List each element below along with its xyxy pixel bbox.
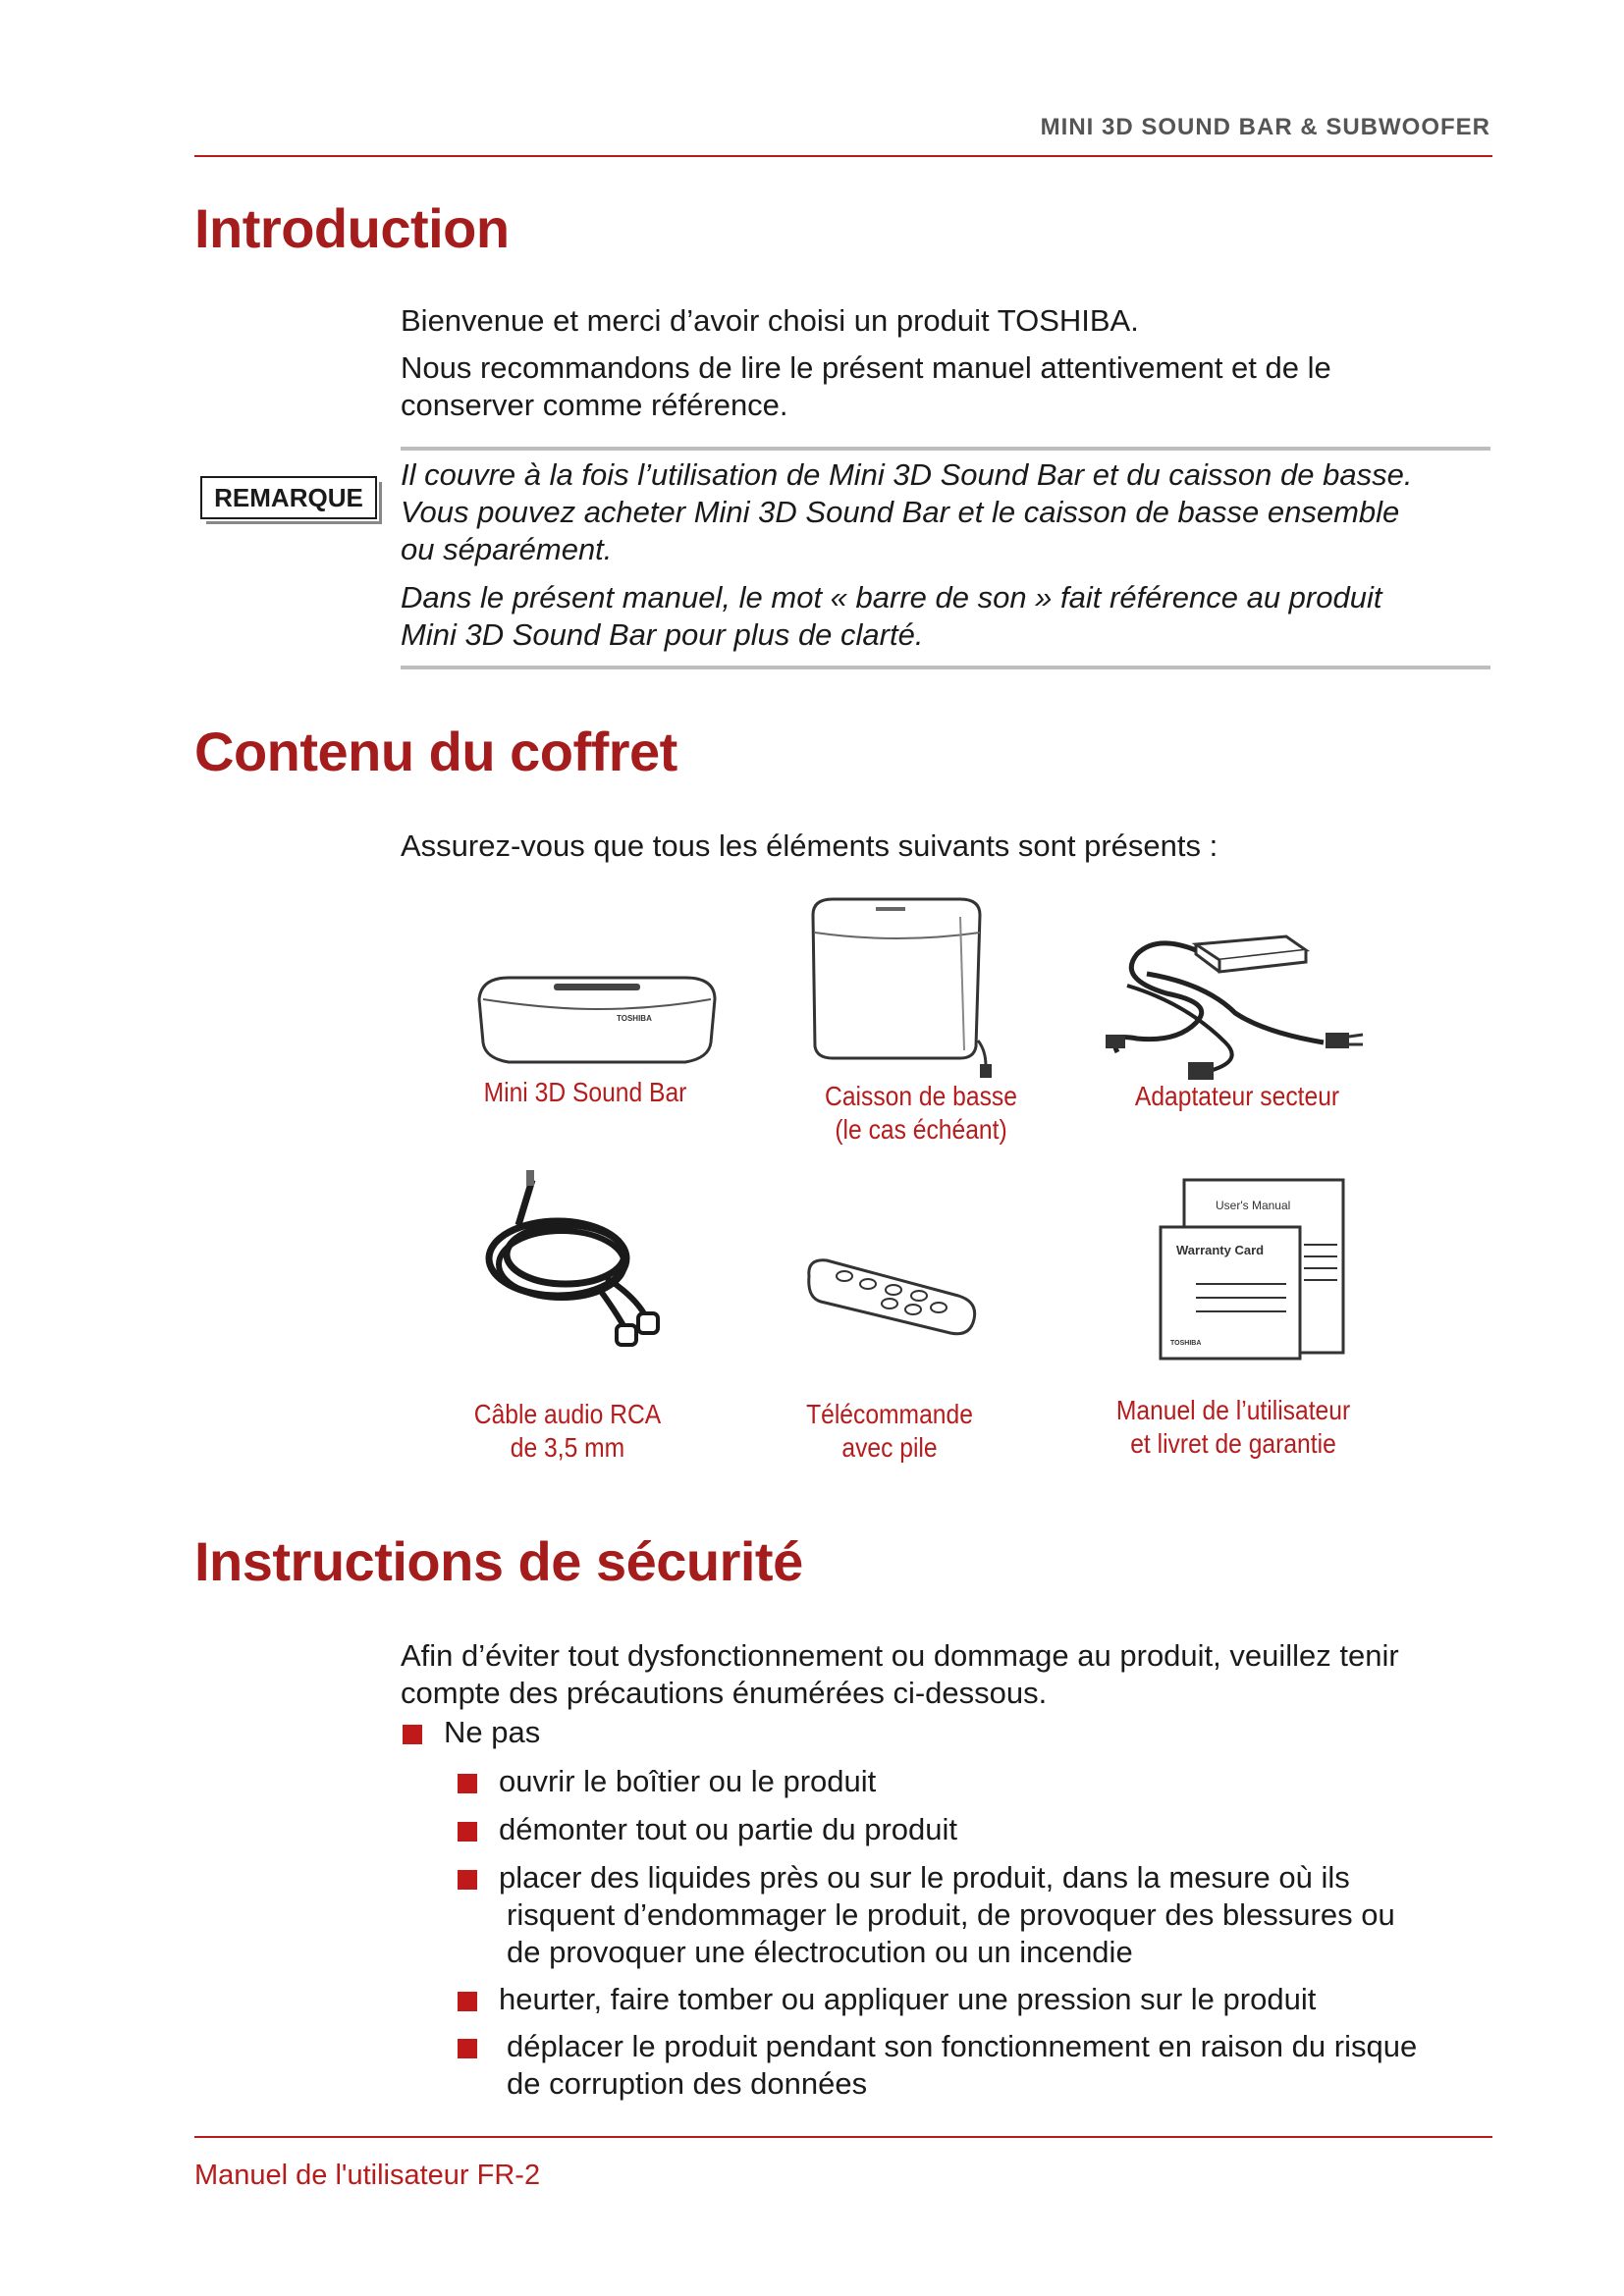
sub-bullet-2: démonter tout ou partie du produit: [499, 1812, 958, 1846]
sub-bullet-5-line-2: de corruption des données: [507, 2066, 868, 2101]
caption-remote-line-1: Télécommande: [806, 1399, 973, 1429]
caption-subwoofer-line-2: (le cas échéant): [835, 1114, 1007, 1145]
note-line-3: ou séparément.: [401, 532, 613, 566]
warranty-doc-title: Warranty Card: [1176, 1243, 1265, 1257]
sub-bullet-4: heurter, faire tomber ou appliquer une pression sur le produit: [499, 1982, 1317, 2016]
rca-cable-illustration: [479, 1170, 691, 1345]
sound-bar-brand: TOSHIBA: [617, 1014, 652, 1023]
caption-rca-cable-line-1: Câble audio RCA: [473, 1399, 662, 1429]
sub-bullet-square-icon: [458, 1822, 477, 1842]
note-badge: REMARQUE: [200, 476, 377, 519]
footer-text: Manuel de l'utilisateur FR-2: [194, 2160, 541, 2191]
note-line-5: Mini 3D Sound Bar pour plus de clarté.: [401, 617, 924, 652]
caption-ac-adapter: [1108, 1080, 1367, 1113]
sub-bullet-square-icon: [458, 1774, 477, 1793]
introduction-heading: Introduction: [194, 197, 510, 259]
caption-sound-bar-line-1: Mini 3D Sound Bar: [483, 1077, 687, 1107]
caption-rca-cable-line-2: de 3,5 mm: [510, 1432, 625, 1463]
bullet-square-icon: [403, 1725, 422, 1744]
contents-heading: Contenu du coffret: [194, 721, 677, 782]
intro-para-2-line-1: Nous recommandons de lire le présent manuel attentivement et de le: [401, 350, 1331, 385]
sub-bullet-3-line-2: risquent d’endommager le produit, de provoquer des blessures ou: [507, 1897, 1395, 1932]
safety-heading: Instructions de sécurité: [194, 1530, 803, 1592]
note-bottom-rule: [401, 666, 1490, 669]
intro-para-2-line-2: conserver comme référence.: [401, 388, 788, 422]
caption-rca-cable: [438, 1398, 697, 1465]
remote-control-illustration: [801, 1247, 982, 1349]
sound-bar-illustration: [469, 960, 725, 1068]
caption-sound-bar: [456, 1076, 715, 1109]
sub-bullet-5-line-1: déplacer le produit pendant son fonctionnement en raison du risque: [507, 2029, 1418, 2063]
safety-intro-line-2: compte des précautions énumérées ci-dessous.: [401, 1676, 1048, 1710]
bullet-main: Ne pas: [444, 1715, 541, 1749]
caption-ac-adapter-line-1: Adaptateur secteur: [1134, 1081, 1340, 1111]
manual-warranty-illustration: [1157, 1176, 1349, 1362]
sub-bullet-1: ouvrir le boîtier ou le produit: [499, 1764, 877, 1798]
warranty-brand: TOSHIBA: [1170, 1340, 1202, 1347]
intro-para-1: Bienvenue et merci d’avoir choisi un produit TOSHIBA.: [401, 303, 1139, 338]
header-rule: [194, 155, 1492, 157]
subwoofer-illustration: [793, 893, 1011, 1080]
manual-doc-title: User's Manual: [1216, 1199, 1291, 1212]
safety-intro-line-1: Afin d’éviter tout dysfonctionnement ou dommage au produit, veuillez tenir: [401, 1638, 1399, 1673]
sub-bullet-square-icon: [458, 2039, 477, 2058]
sub-bullet-3-line-1: placer des liquides près ou sur le produit, dans la mesure où ils: [499, 1860, 1350, 1895]
note-line-1: Il couvre à la fois l’utilisation de Mini 3D Sound Bar et du caisson de basse.: [401, 457, 1413, 492]
caption-remote: [760, 1398, 1019, 1465]
sub-bullet-square-icon: [458, 1992, 477, 2011]
note-line-2: Vous pouvez acheter Mini 3D Sound Bar et le caisson de basse ensemble: [401, 495, 1400, 529]
caption-manual: [1104, 1394, 1363, 1461]
caption-manual-line-1: Manuel de l’utilisateur: [1115, 1395, 1351, 1425]
caption-remote-line-2: avec pile: [841, 1432, 938, 1463]
caption-subwoofer: [791, 1080, 1051, 1147]
contents-intro: Assurez-vous que tous les éléments suivants sont présents :: [401, 828, 1218, 863]
sub-bullet-3-line-3: de provoquer une électrocution ou un incendie: [507, 1935, 1133, 1969]
ac-adapter-illustration: [1098, 925, 1382, 1084]
sub-bullet-square-icon: [458, 1870, 477, 1890]
caption-manual-line-2: et livret de garantie: [1130, 1428, 1336, 1459]
note-top-rule: [401, 447, 1490, 451]
running-header: MINI 3D SOUND BAR & SUBWOOFER: [1040, 114, 1490, 140]
note-line-4: Dans le présent manuel, le mot « barre de son » fait référence au produit: [401, 580, 1382, 614]
caption-subwoofer-line-1: Caisson de basse: [825, 1081, 1017, 1111]
footer-rule: [194, 2136, 1492, 2138]
